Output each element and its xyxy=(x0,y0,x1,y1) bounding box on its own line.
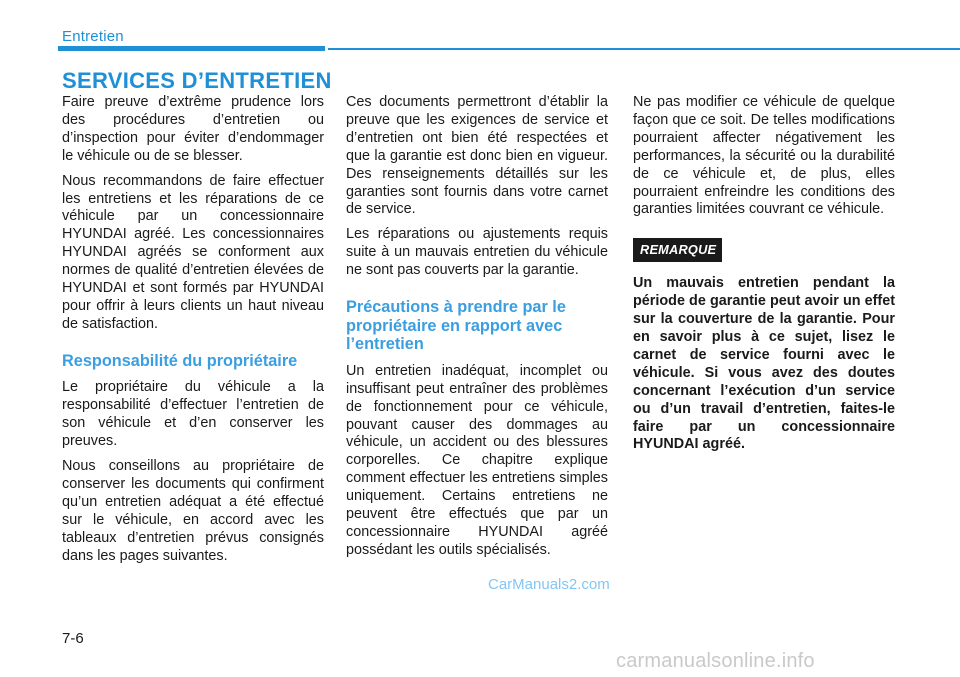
paragraph-improper-maintenance: Un entretien inadéquat, incomplet ou insuffisant peut entraîner des problèmes de fonctionnement pour ce véhicule, pouvant causer des dommages au véhicule, un accident ou des blessures corporelles. Ce chapitre explique comment effectuer les entretiens simples uniquement. Certains entretiens ne peuvent être effectués que par un concessionnaire HYUNDAI agréé possédant les outils spécialisés. xyxy=(346,362,608,558)
heading-owner-responsibility: Responsabilité du propriétaire xyxy=(62,351,298,370)
watermark-footer: carmanualsonline.info xyxy=(616,650,815,672)
paragraph-keep-records: Nous conseillons au propriétaire de conserver les documents qui confirment qu’un entretien adéquat a été effectué sur le véhicule, en accord avec les tableaux d’entretien prévus consignés dans les pages suivantes. xyxy=(62,458,324,564)
paragraph-recommendation: Nous recommandons de faire effectuer les entretiens et les réparations de ce véhicule par un concessionnaire HYUNDAI agréé. Les concessionnaires HYUNDAI agréés se conforment aux normes de qualité d’entretien élevées de HYUNDAI et sont formés par HYUNDAI pour offrir à leurs clients un haut niveau de satisfaction. xyxy=(62,172,324,332)
column-3 xyxy=(633,94,895,461)
page-title: SERVICES D’ENTRETIEN xyxy=(62,68,332,93)
column-2 xyxy=(346,94,608,567)
remarque-badge: REMARQUE xyxy=(633,238,722,262)
watermark-carmanuals2: CarManuals2.com xyxy=(488,576,610,593)
paragraph-documents: Ces documents permettront d’établir la preuve que les exigences de service et d’entretien ont bien été respectées et que la garantie est donc bien en vigueur. Des renseignements détaillés sur les garanties sont fournis dans votre carnet de service. xyxy=(346,94,608,218)
page-number: 7-6 xyxy=(62,630,84,647)
column-1 xyxy=(62,94,324,572)
heading-owner-precautions: Précautions à prendre par le propriétaire en rapport avec l’entretien xyxy=(346,298,566,354)
header-rule-thin xyxy=(328,48,960,50)
paragraph-no-modification: Ne pas modifier ce véhicule de quelque façon que ce soit. De telles modifications pourraient affecter négativement les performances, la sécurité ou la durabilité de ce véhicule et, de plus, elles pourraient enfreindre les conditions des garanties limitées couvrant ce véhicule. xyxy=(633,94,895,218)
paragraph-caution: Faire preuve d’extrême prudence lors des procédures d’entretien ou d’inspection pour éviter d’endommager le véhicule ou de se blesser. xyxy=(62,94,324,164)
paragraph-owner-duty: Le propriétaire du véhicule a la responsabilité d’effectuer l’entretien de son véhicule et d’en conserver les preuves. xyxy=(62,379,324,450)
note-warranty: Un mauvais entretien pendant la période de garantie peut avoir un effet sur la couverture de la garantie. Pour en savoir plus à ce sujet, lisez le carnet de service fourni avec le véhicule. Si vous avez des doutes concernant l’exécution d’un service ou d’un travail d’entretien, faites-le faire par un concessionnaire HYUNDAI agréé. xyxy=(633,275,895,453)
section-label: Entretien xyxy=(62,28,124,45)
paragraph-repairs: Les réparations ou ajustements requis suite à un mauvais entretien du véhicule ne sont pas couverts par la garantie. xyxy=(346,226,608,279)
header-rule-thick xyxy=(58,46,325,51)
